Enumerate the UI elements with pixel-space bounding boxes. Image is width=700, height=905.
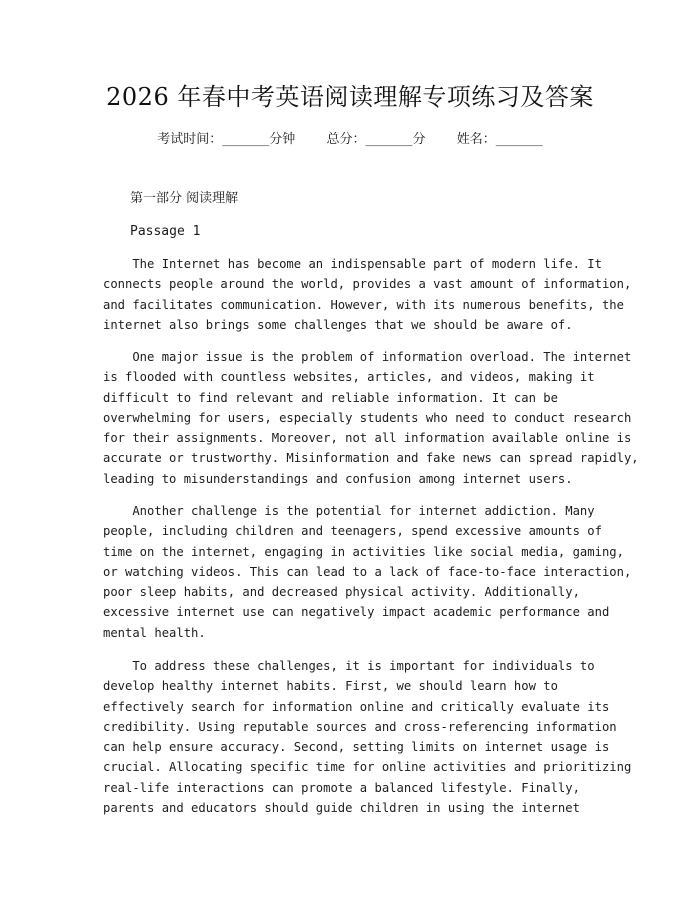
exam-meta-line: [0, 130, 700, 150]
student-name-field: 姓名：______: [456, 132, 543, 147]
paragraph-1: [103, 254, 632, 335]
total-score-field: 总分：______分: [326, 132, 426, 147]
paragraph-line: connects people around the world, provides a vast amount of information,: [103, 277, 632, 292]
paragraph-line: The Internet has become an indispensable part of modern life. It: [103, 257, 602, 271]
paragraph-line: difficult to find relevant and reliable information. It can be: [103, 390, 558, 405]
paragraph-4: [103, 656, 632, 818]
paragraph-line: and facilitates communication. However, with its numerous benefits, the: [103, 297, 624, 312]
paragraph-line: overwhelming for users, especially students who need to conduct research: [103, 410, 632, 425]
exam-time-field: 考试时间：______分钟: [157, 132, 296, 147]
paragraph-2: [103, 347, 639, 489]
paragraph-line: Another challenge is the potential for internet addiction. Many: [103, 504, 595, 518]
paragraph-line: leading to misunderstandings and confusion among internet users.: [103, 471, 573, 486]
passage-label: Passage 1: [130, 224, 201, 239]
paragraph-line: crucial. Allocating specific time for online activities and prioritizing: [103, 760, 632, 775]
paragraph-line: mental health.: [103, 625, 206, 640]
paragraph-line: poor sleep habits, and decreased physical activity. Additionally,: [103, 585, 580, 600]
paragraph-line: excessive internet use can negatively impact academic performance and: [103, 605, 610, 620]
paragraph-line: people, including children and teenagers, spend excessive amounts of: [103, 524, 602, 539]
paragraph-line: parents and educators should guide children in using the internet: [103, 801, 580, 816]
paragraph-line: credibility. Using reputable sources and cross-referencing information: [103, 719, 617, 734]
document-title: 2026 年春中考英语阅读理解专项练习及答案: [106, 83, 594, 111]
paragraph-line: time on the internet, engaging in activities like social media, gaming,: [103, 544, 624, 559]
paragraph-line: for their assignments. Moreover, not all information available online is: [103, 431, 632, 446]
paragraph-line: develop healthy internet habits. First, we should learn how to: [103, 679, 558, 694]
paragraph-line: can help ensure accuracy. Second, setting limits on internet usage is: [103, 740, 610, 755]
paragraph-line: To address these challenges, it is important for individuals to: [103, 659, 595, 673]
paragraph-line: is flooded with countless websites, articles, and videos, making it: [103, 370, 595, 385]
paragraph-line: internet also brings some challenges that we should be aware of.: [103, 317, 573, 332]
paragraph-3: [103, 501, 632, 643]
paragraph-line: accurate or trustworthy. Misinformation and fake news can spread rapidly,: [103, 451, 639, 466]
paragraph-line: effectively search for information online and critically evaluate its: [103, 699, 610, 714]
paragraph-line: real-life interactions can promote a balanced lifestyle. Finally,: [103, 780, 580, 795]
paragraph-line: or watching videos. This can lead to a lack of face-to-face interaction,: [103, 564, 632, 579]
paragraph-line: One major issue is the problem of information overload. The internet: [103, 350, 632, 364]
section-heading: 第一部分 阅读理解: [130, 191, 239, 206]
